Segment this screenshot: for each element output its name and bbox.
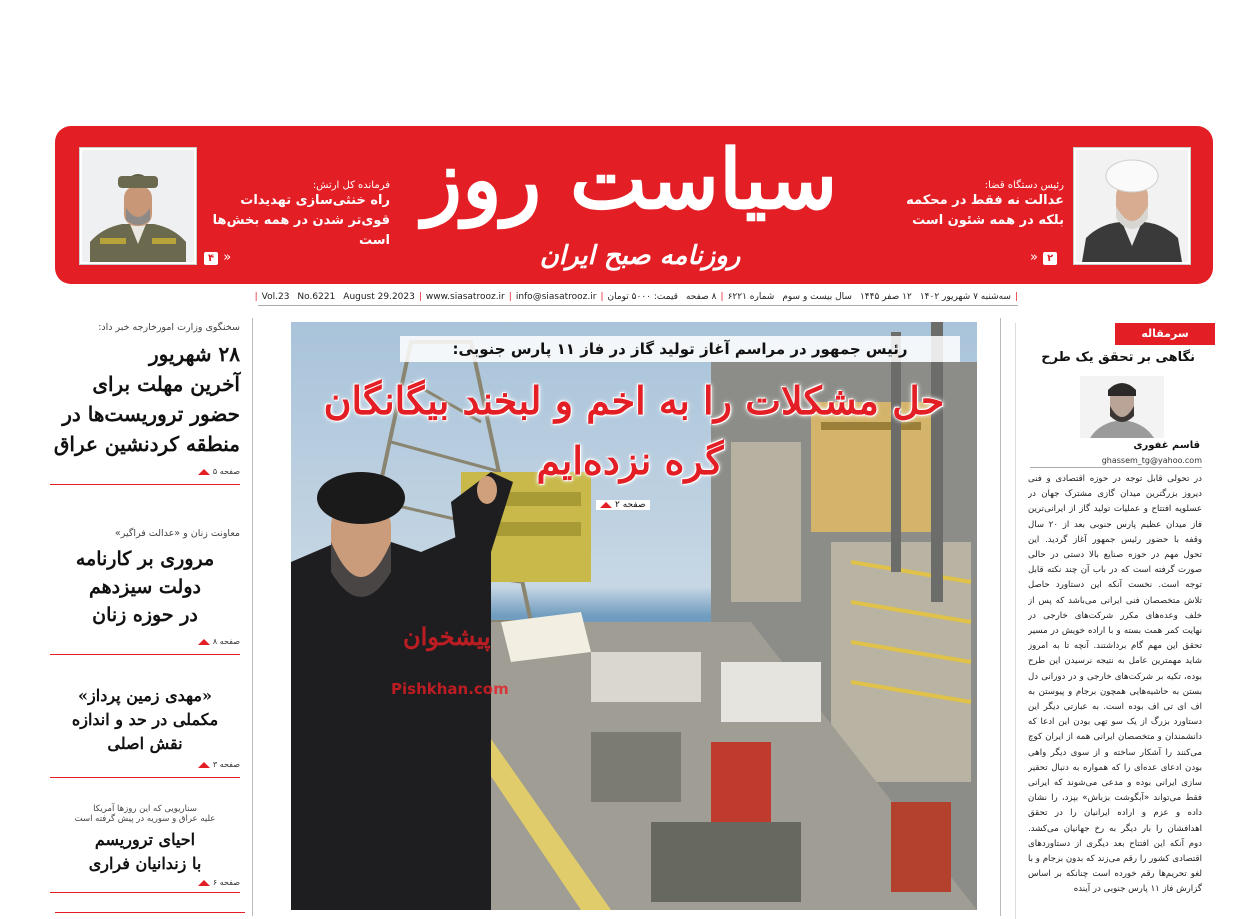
story-headline: مروری بر کارنامه: [75, 548, 215, 570]
masthead-right-story[interactable]: [872, 180, 1064, 231]
story-line: عدالت نه فقط در محکمه: [906, 193, 1064, 208]
page-marker-icon: [198, 639, 210, 645]
page-marker-icon: [600, 502, 612, 508]
divider: [50, 484, 240, 485]
year-label: سال بیست و سوم: [782, 292, 852, 302]
lead-headline[interactable]: حل مشکلات را به اخم و لبخند بیگانگان: [323, 378, 945, 423]
lead-page-ref: [596, 500, 650, 510]
story-line: بلکه در همه شئون است: [912, 213, 1064, 228]
page-marker-icon: [198, 469, 210, 475]
volume: Vol.23: [261, 292, 290, 302]
column-divider: [252, 318, 253, 916]
divider: [50, 777, 240, 778]
left-story-2[interactable]: [50, 528, 240, 655]
divider: [50, 654, 240, 655]
watermark-logo-text: پیشخوان: [403, 622, 491, 651]
issue-number-english: No.6221: [297, 292, 336, 302]
divider: [50, 892, 240, 893]
story-kicker: معاونت زنان و «عدالت فراگیر»: [114, 528, 240, 539]
story-kicker: فرمانده کل ارتش:: [312, 180, 390, 191]
issue-number: شماره ۶۲۲۱: [727, 292, 775, 302]
story-headline: با زندانیان فراری: [88, 854, 202, 873]
story-headline: در حوزه زنان: [92, 604, 198, 626]
story-line: قوی‌تر شدن در همه بخش‌ها است: [212, 213, 390, 248]
newspaper-name: سیاست روز: [422, 132, 838, 228]
page-ref: صفحه ۵: [212, 467, 240, 476]
commander-photo: [82, 150, 194, 262]
newspaper-tagline: روزنامه صبح ایران: [539, 241, 741, 271]
story-headline: آخرین مهلت برای: [92, 372, 240, 396]
date-english: August 29.2023: [343, 292, 415, 302]
price: قیمت: ۵۰۰۰ تومان: [607, 292, 678, 302]
editorial-tag: سرمقاله: [1115, 323, 1215, 345]
story-kicker: رئیس دستگاه قضا:: [984, 180, 1064, 191]
page-ref: صفحه ۸: [212, 637, 240, 646]
page-ref: صفحه ۶: [212, 878, 240, 887]
page-badge: ۴: [204, 252, 218, 265]
author-photo: [1080, 376, 1164, 438]
column-divider: [1000, 318, 1001, 916]
judiciary-chief-portrait: [1074, 148, 1190, 264]
author-email[interactable]: ghassem_tg@yahoo.com: [1030, 456, 1202, 468]
author-name: قاسم غفوری: [1133, 440, 1200, 451]
editorial-body: در تحولی قابل توجه در حوزه اقتصادی و فنی دیروز بزرگترین میدان گازی مشترک جهان در عسلویه افتتاح و عملیات تولید گاز از ایرانی‌ترین فاز میدان عظیم پارس جنوبی بعد از ۲۰ سال وقفه با حضور رئیس جمهور آغاز گردید. این تحول مهم در حوزه صنایع بالا دستی در حالی صورت گرفته است که در باب آن چند نکته قابل توجه است. نخست آنکه این دستاورد حاصل تلاش متخصصان فنی ایرانی می‌باشد که پس از خلف وعده‌های مکرر شرکت‌های خارجی در نهایت کمر همت بسته و با اراده خویش در مسیر تحقق این مهم گام برداشتند. آنچه تا به امروز شاید مهمترین عامل به نتیجه نرسیدن این طرح بوده، تکیه بر شرکت‌های خارجی و در دورانی دل بستن به حاشیه‌هایی همچون برجام و پیوستن به اف ای تی اف بوده است. به عبارتی دیگر این دستاورد بزرگ از یک سو تهی بودن این ادعا که دانشمندان و متخصصان ایرانی همه از ایران کوچ می‌کنند را آشکار ساخته و از سوی دیگر واهی بودن ادعای عده‌ای را که همواره به دنبال تحقیر سازی ایرانی بوده و مدعی می‌شوند که ایرانی فقط می‌تواند «آبگوشت بزباش» بپزد، را نشان داده و عزم و اراده ایرانیان را در تحقق اهدافشان را بار دیگر به رخ جهانیان می‌کشد. دوم آنکه این افتتاح بعد دیگری از دستاوردهای اقتصادی کشور را رقم می‌زند که بدون برجام و با لغو تحریم‌ها رقم خورده است چنانکه بر اساس گزارش فاز ۱۱ پارس جنوبی در آینده: [1028, 474, 1202, 895]
commander-portrait: [80, 148, 196, 264]
story-headline: نقش اصلی: [107, 734, 183, 753]
left-story-3[interactable]: [50, 684, 240, 778]
page-ref: صفحه ۲: [615, 500, 646, 510]
cleric-photo: [1076, 150, 1188, 262]
left-story-4[interactable]: [50, 804, 240, 893]
story-kicker: علیه عراق و سوریه در پیش گرفته است: [74, 814, 216, 824]
story-headline: منطقه کردنشین عراق: [53, 432, 240, 456]
story-kicker: سناریویی که این روزها آمریکا: [93, 804, 197, 814]
page-badge: ۲: [1043, 252, 1057, 265]
website-link[interactable]: www.siasatrooz.ir: [425, 292, 505, 302]
masthead-left-page: [204, 246, 231, 265]
story-headline: دولت سیزدهم: [89, 576, 201, 598]
story-headline: مکملی در حد و اندازه: [71, 710, 219, 729]
masthead-right-page: [1030, 246, 1057, 265]
issue-info-bar: | سه‌شنبه ۷ شهریور ۱۴۰۲ ۱۲ صفر ۱۴۴۵ سال بیست و سوم شماره ۶۲۲۱ | ۸ صفحه قیمت: ۵۰۰۰ تومان | info@siasatrooz.ir | www.siasatrooz.ir | August 29.2023 No.6221 Vol.23 |: [258, 289, 1018, 306]
page-marker-icon: [198, 762, 210, 768]
left-story-1[interactable]: [50, 322, 240, 485]
page-ref: صفحه ۳: [212, 760, 240, 769]
email-link[interactable]: info@siasatrooz.ir: [515, 292, 597, 302]
lead-headline-line2[interactable]: گره نزده‌ایم: [536, 438, 724, 483]
editorial-title[interactable]: نگاهی بر تحقق یک طرح: [1041, 350, 1195, 365]
page-count: ۸ صفحه: [685, 292, 717, 302]
story-line: راه خنثی‌سازی تهدیدات: [240, 193, 390, 208]
story-headline: «مهدی زمین پرداز»: [78, 686, 212, 705]
chevrons-icon: »: [223, 250, 232, 265]
page-marker-icon: [198, 880, 210, 886]
story-headline: ۲۸ شهریور: [148, 342, 240, 366]
bottom-rule: [55, 912, 245, 913]
date-persian: سه‌شنبه ۷ شهریور ۱۴۰۲: [919, 292, 1011, 302]
story-headline: حضور تروریست‌ها در: [62, 402, 240, 426]
chevrons-icon: »: [1030, 250, 1038, 265]
story-kicker: سخنگوی وزارت امورخارجه خبر داد:: [98, 322, 240, 333]
watermark-url: Pishkhan.com: [391, 680, 509, 698]
story-headline: احیای تروریسم: [94, 830, 196, 849]
masthead-left-story[interactable]: [200, 180, 390, 251]
date-hijri: ۱۲ صفر ۱۴۴۵: [859, 292, 912, 302]
lead-kicker: رئیس جمهور در مراسم آغاز تولید گاز در فاز ۱۱ پارس جنوبی:: [400, 336, 960, 362]
author-portrait: [1080, 376, 1164, 438]
